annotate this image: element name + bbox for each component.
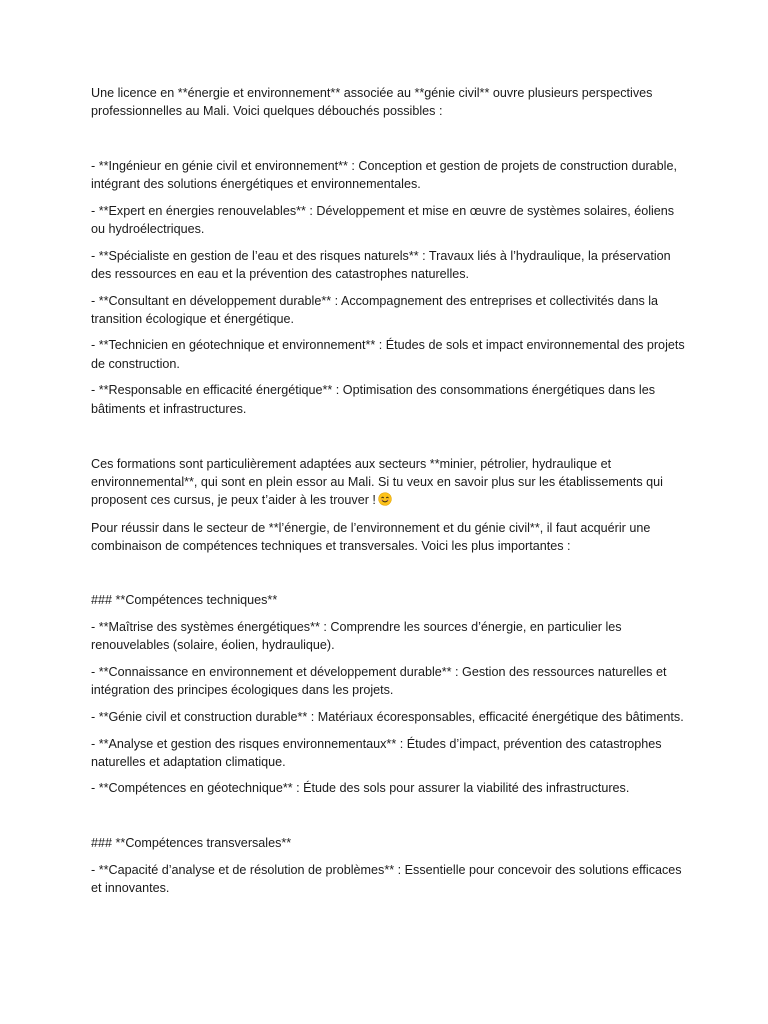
transversales-heading: ### **Compétences transversales** [91,836,292,851]
debouche-item-5: - **Technicien en géotechnique et environnement** : Études de sols et impact environnemental des projets de construction. [91,338,685,371]
document-page [91,84,691,897]
techniques-heading: ### **Compétences techniques** [91,593,278,608]
formations-paragraph [91,455,691,510]
smiling-face-icon [378,492,392,506]
debouche-item-3: - **Spécialiste en gestion de l’eau et des risques naturels** : Travaux liés à l’hydraulique, la préservation des ressources en eau et la prévention des catastrophes naturelles. [91,248,671,281]
debouche-item-6: - **Responsable en efficacité énergétique** : Optimisation des consommations énergétiques dans les bâtiments et infrastructures. [91,383,656,416]
technique-item-5: - **Compétences en géotechnique** : Étude des sols pour assurer la viabilité des infrastructures. [91,781,630,796]
spacer [91,555,691,591]
debouche-item-1: - **Ingénieur en génie civil et environnement** : Conception et gestion de projets de construction durable, intégrant des solutions énergétiques et environnementales. [91,158,677,191]
spacer [91,798,691,834]
technique-item-3: - **Génie civil et construction durable** : Matériaux écoresponsables, efficacité énergétique des bâtiments. [91,709,684,724]
reussir-paragraph: Pour réussir dans le secteur de **l’énergie, de l’environnement et du génie civil**, il faut acquérir une combinaison de compétences techniques et transversales. Voici les plus importantes : [91,520,651,553]
technique-item-2: - **Connaissance en environnement et développement durable** : Gestion des ressources naturelles et intégration des principes écologiques dans les projets. [91,664,667,698]
debouche-item-2: - **Expert en énergies renouvelables** : Développement et mise en œuvre de systèmes solaires, éoliens ou hydroélectriques. [91,203,675,236]
intro-paragraph: Une licence en **énergie et environnement** associée au **génie civil** ouvre plusieurs perspectives professionnelles au Mali. Voici quelques débouchés possibles : [91,86,653,119]
technique-item-1: - **Maîtrise des systèmes énergétiques** : Comprendre les sources d’énergie, en particulier les renouvelables (solaire, éolien, hydraulique). [91,620,622,653]
spacer [91,418,691,455]
formations-text: Ces formations sont particulièrement adaptées aux secteurs **minier, pétrolier, hydraulique et environnemental**, qui sont en plein essor au Mali. Si tu veux en savoir plus sur les établissements qui proposent ces cursus, je peux t’aider à les trouver ! [91,456,663,508]
debouche-item-4: - **Consultant en développement durable** : Accompagnement des entreprises et collectivités dans la transition écologique et énergétique. [91,293,659,326]
technique-item-4: - **Analyse et gestion des risques environnementaux** : Études d’impact, prévention des catastrophes naturelles et adaptation climatique. [91,736,662,769]
spacer [91,120,691,156]
transversale-item-1: - **Capacité d’analyse et de résolution de problèmes** : Essentielle pour concevoir des solutions efficaces et innovantes. [91,862,682,895]
